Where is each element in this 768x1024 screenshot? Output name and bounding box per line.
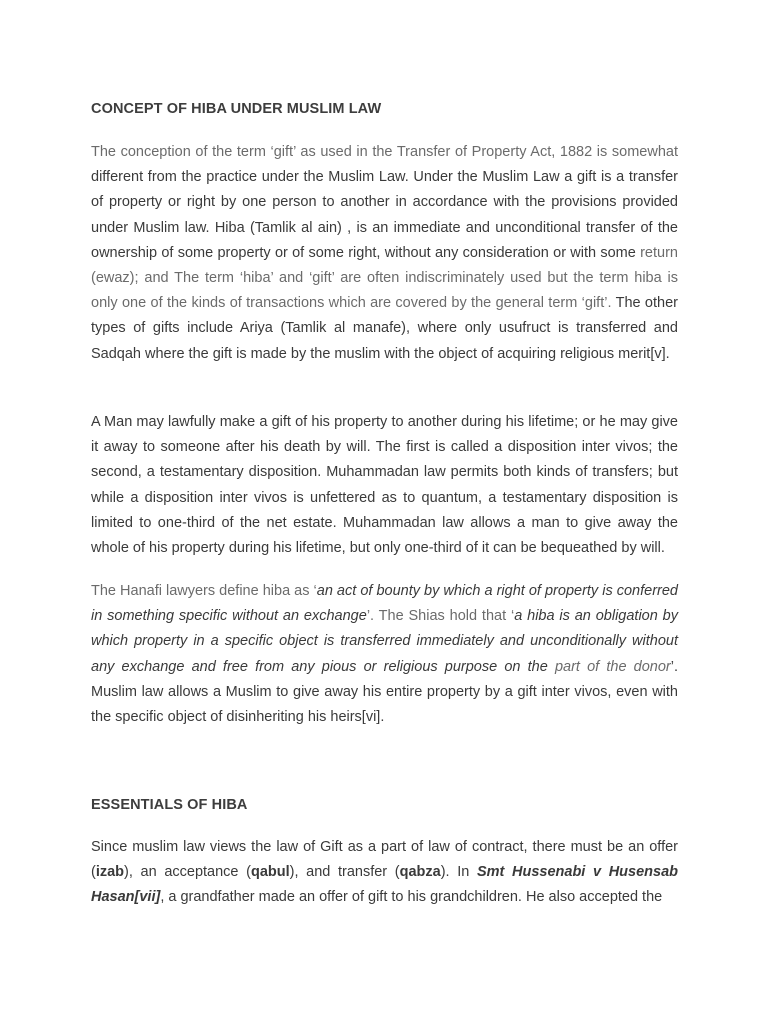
paragraph-text: ’. Muslim law allows a Muslim to give away his entire property by a gift inter vivos, even with the specific object of disinheriting his heirs[vi].: [91, 658, 678, 726]
bold-term-izab: izab: [95, 864, 125, 881]
paragraph-text: Since muslim law views the law of Gift as a part of law of contract, there must be an offer (: [91, 839, 678, 881]
italic-quote: an act of bounty by which a right of property is conferred in something specific without an exchange: [91, 583, 678, 625]
paragraph-text: different from the practice under the Muslim Law. Under the Muslim Law a gift is a transfer of property or right by one person to another in accordance with the provisions provided under Muslim law. Hiba (Tamlik al ain) , is an immediate and unconditional transfer of the ownership of some property or of some right, without any consideration or with some: [91, 169, 678, 261]
paragraph-concept: [91, 140, 678, 367]
heading-concept-of-hiba: CONCEPT OF HIBA UNDER MUSLIM LAW: [91, 101, 382, 117]
paragraph-text: ), and transfer (: [289, 864, 400, 881]
paragraph-essentials: [91, 835, 678, 911]
case-citation: Smt Hussenabi v Husensab Hasan[vii]: [91, 864, 678, 906]
paragraph-text: The Hanafi lawyers define hiba as ‘: [91, 583, 317, 599]
paragraph-disposition: A Man may lawfully make a gift of his property to another during his lifetime; or he may give it away to someone after his death by will. The first is called a disposition inter vivos; the second, a testamentary disposition. Muhammadan law permits both kinds of transfers; but while a disposition inter vivos is unfettered as to quantum, a testamentary disposition is limited to one-third of the net estate. Muhammadan law allows a man to give away the whole of his property during his lifetime, but only one-third of it can be bequeathed by will.: [91, 414, 678, 557]
paragraph-text: return (ewaz); and The term ‘hiba’ and ‘gift’ are often indiscriminately used but the term hiba is only one of the kinds of transactions which are covered by the general term ‘gift’.: [91, 244, 678, 312]
paragraph-text: ), an acceptance (: [124, 864, 251, 881]
paragraph-text: , a grandfather made an offer of gift to his grandchildren. He also accepted the: [160, 889, 663, 906]
heading-essentials-of-hiba: ESSENTIALS OF HIBA: [91, 797, 248, 813]
italic-quote: part of the donor: [547, 658, 671, 675]
italic-quote: a hiba is an obligation by which property in a specific object is transferred immediately and unconditionally without any exchange and free from any pious or religious purpose on the: [91, 608, 678, 675]
paragraph-hanafi-definition: [91, 579, 678, 730]
bold-term-qabza: qabza: [399, 864, 441, 881]
paragraph-text: The other types of gifts include Ariya (Tamlik al manafe), where only usufruct is transferred and Sadqah where the gift is made by the muslim with the object of acquiring religious merit[v].: [91, 295, 678, 362]
paragraph-text: ). In: [440, 864, 477, 881]
paragraph-text: The conception of the term ‘gift’ as used in the Transfer of Property Act, 1882 is somewhat: [91, 144, 678, 160]
bold-term-qabul: qabul: [250, 864, 290, 881]
paragraph-text: ’. The Shias hold that ‘: [366, 608, 515, 625]
